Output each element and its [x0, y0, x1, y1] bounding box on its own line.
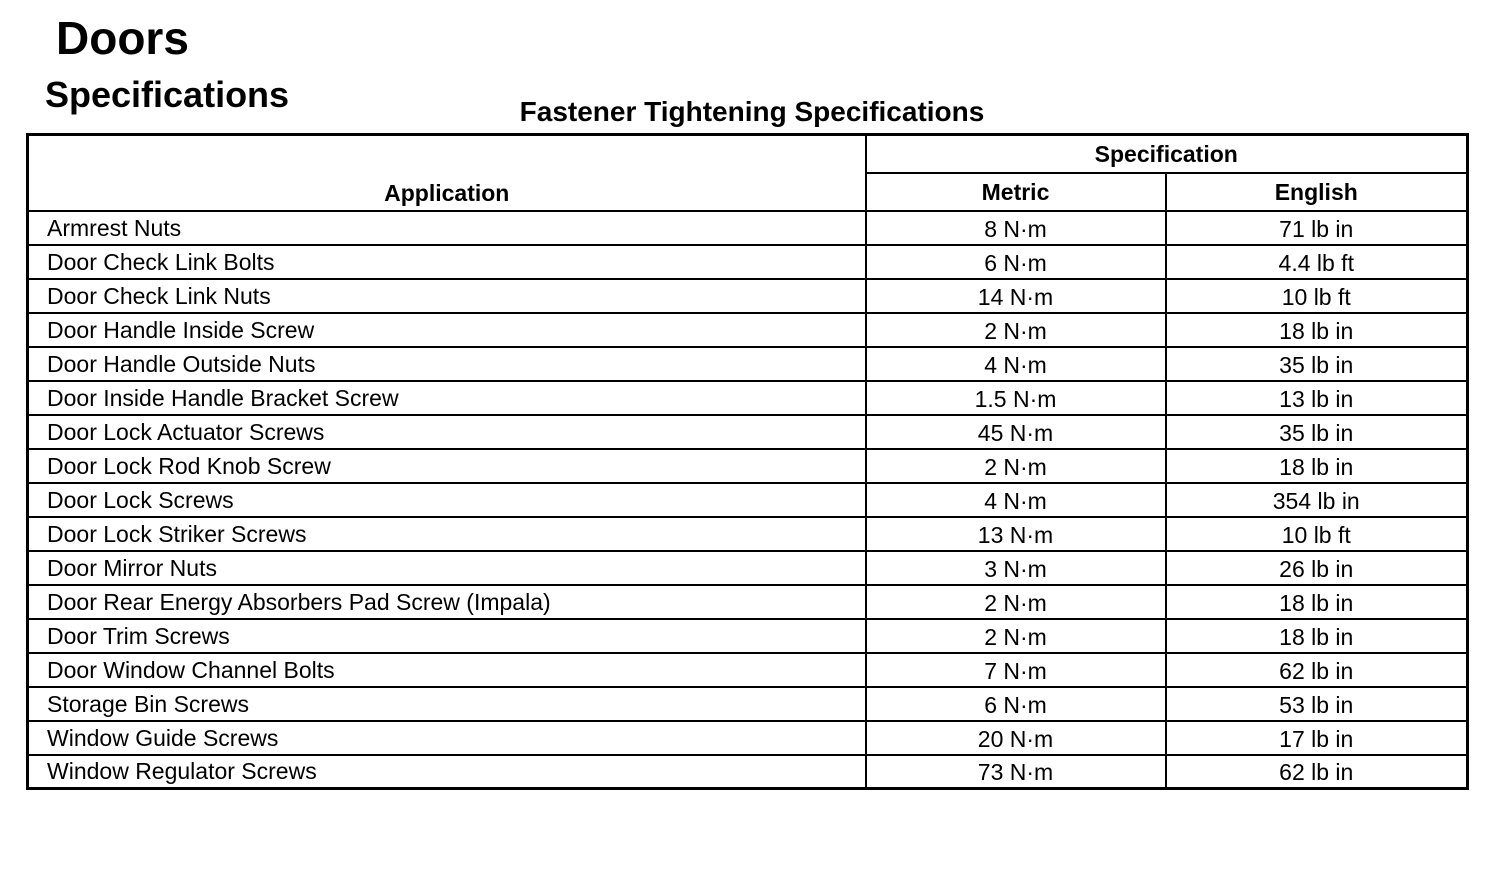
cell-application: Storage Bin Screws [28, 687, 866, 721]
cell-english: 4.4 lb ft [1166, 245, 1468, 279]
table-row [28, 279, 1468, 313]
cell-metric: 8 N·m [866, 211, 1166, 245]
cell-english: 18 lb in [1166, 313, 1468, 347]
cell-application: Door Inside Handle Bracket Screw [28, 381, 866, 415]
cell-application: Window Guide Screws [28, 721, 866, 755]
cell-application: Door Trim Screws [28, 619, 866, 653]
cell-metric: 20 N·m [866, 721, 1166, 755]
table-row [28, 585, 1468, 619]
cell-application: Door Handle Outside Nuts [28, 347, 866, 381]
section-title: Doors [56, 12, 189, 64]
cell-metric: 2 N·m [866, 585, 1166, 619]
cell-metric: 1.5 N·m [866, 381, 1166, 415]
cell-english: 62 lb in [1166, 755, 1468, 789]
cell-application: Door Window Channel Bolts [28, 653, 866, 687]
cell-application: Window Regulator Screws [28, 755, 866, 789]
table-row [28, 687, 1468, 721]
table-row [28, 347, 1468, 381]
cell-english: 35 lb in [1166, 347, 1468, 381]
cell-application: Armrest Nuts [28, 211, 866, 245]
cell-metric: 13 N·m [866, 517, 1166, 551]
table-row [28, 313, 1468, 347]
table-row [28, 381, 1468, 415]
cell-metric: 3 N·m [866, 551, 1166, 585]
cell-english: 18 lb in [1166, 585, 1468, 619]
cell-application: Door Handle Inside Screw [28, 313, 866, 347]
cell-metric: 6 N·m [866, 687, 1166, 721]
cell-english: 18 lb in [1166, 619, 1468, 653]
cell-metric: 45 N·m [866, 415, 1166, 449]
cell-metric: 2 N·m [866, 449, 1166, 483]
cell-english: 71 lb in [1166, 211, 1468, 245]
cell-application: Door Lock Actuator Screws [28, 415, 866, 449]
cell-metric: 6 N·m [866, 245, 1166, 279]
cell-application: Door Rear Energy Absorbers Pad Screw (Impala) [28, 585, 866, 619]
table-header [28, 135, 1468, 211]
cell-english: 35 lb in [1166, 415, 1468, 449]
cell-metric: 2 N·m [866, 619, 1166, 653]
table-row [28, 245, 1468, 279]
header-row-top [28, 135, 1468, 173]
cell-metric: 14 N·m [866, 279, 1166, 313]
cell-application: Door Lock Screws [28, 483, 866, 517]
cell-english: 53 lb in [1166, 687, 1468, 721]
cell-english: 17 lb in [1166, 721, 1468, 755]
table-row [28, 483, 1468, 517]
subsection-title: Specifications [45, 74, 290, 115]
table-row [28, 721, 1468, 755]
cell-metric: 7 N·m [866, 653, 1166, 687]
fastener-spec-table [26, 133, 1469, 790]
table-row [28, 755, 1468, 789]
table-title: Fastener Tightening Specifications [519, 96, 985, 127]
table-row [28, 211, 1468, 245]
cell-english: 354 lb in [1166, 483, 1468, 517]
cell-application: Door Check Link Nuts [28, 279, 866, 313]
cell-english: 18 lb in [1166, 449, 1468, 483]
cell-english: 13 lb in [1166, 381, 1468, 415]
cell-application: Door Check Link Bolts [28, 245, 866, 279]
cell-english: 10 lb ft [1166, 279, 1468, 313]
cell-application: Door Mirror Nuts [28, 551, 866, 585]
cell-metric: 4 N·m [866, 347, 1166, 381]
header-metric: Metric [866, 173, 1166, 211]
table-body [28, 211, 1468, 789]
header-application: Application [28, 135, 866, 211]
cell-metric: 4 N·m [866, 483, 1166, 517]
cell-metric: 73 N·m [866, 755, 1166, 789]
table-row [28, 415, 1468, 449]
table-row [28, 517, 1468, 551]
table-row [28, 551, 1468, 585]
cell-english: 62 lb in [1166, 653, 1468, 687]
cell-english: 26 lb in [1166, 551, 1468, 585]
table-row [28, 653, 1468, 687]
cell-application: Door Lock Striker Screws [28, 517, 866, 551]
cell-metric: 2 N·m [866, 313, 1166, 347]
cell-application: Door Lock Rod Knob Screw [28, 449, 866, 483]
header-english: English [1166, 173, 1468, 211]
table-row [28, 449, 1468, 483]
header-specification: Specification [866, 135, 1468, 173]
table-row [28, 619, 1468, 653]
cell-english: 10 lb ft [1166, 517, 1468, 551]
